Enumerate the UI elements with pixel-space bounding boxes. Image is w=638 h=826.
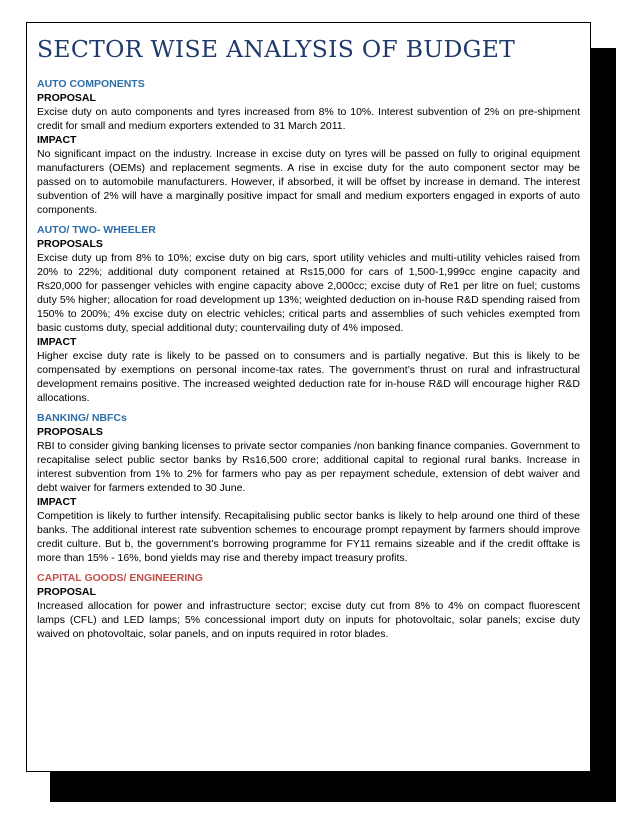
proposal-text: RBI to consider giving banking licenses to private sector companies /non banking finance companies. Government to recapitalise select public sector banks by Rs16,500 crore; additional capital to regional rural banks. Increase in interest subvention from 1% to 2% for farmers who pay as per repayment schedule, extension of debt waiver and debt waiver for farmers extended to 30 June. <box>37 440 580 494</box>
section-auto-components <box>37 77 580 217</box>
proposal-text: Excise duty on auto components and tyres increased from 8% to 10%. Interest subvention of 2% on pre-shipment credit for small and medium exporters extended to 31 March 2011. <box>37 106 580 132</box>
impact-text: Higher excise duty rate is likely to be passed on to consumers and is partially negative. But this is likely to be compensated by exemptions on personal income-tax rates. The government’s thrust on rural and infrastructural development remains positive. The increased weighted deduction rate for in-house R&D will encourage higher R&D allocations. <box>37 350 580 404</box>
impact-text: Competition is likely to further intensify. Recapitalising public sector banks is likely to help around one third of these banks. The additional interest rate subvention schemes to encourage prompt repayment by farmers should improve credit culture. But b, the government’s borrowing programme for FY11 remains sizeable and if the credit offtake is more than 15% - 16%, bond yields may rise and thereby impact treasury profits. <box>37 510 580 564</box>
section-banking-nbfcs <box>37 411 580 565</box>
section-heading: AUTO/ TWO- WHEELER <box>37 224 156 236</box>
impact-label: IMPACT <box>37 496 77 508</box>
section-capital-goods <box>37 571 580 641</box>
section-heading: AUTO COMPONENTS <box>37 78 145 90</box>
document-page <box>26 22 591 772</box>
proposal-label: PROPOSAL <box>37 586 96 598</box>
impact-label: IMPACT <box>37 134 77 146</box>
section-auto-two-wheeler <box>37 223 580 405</box>
proposal-label: PROPOSALS <box>37 238 103 250</box>
proposal-text: Excise duty up from 8% to 10%; excise duty on big cars, sport utility vehicles and multi-utility vehicles raised from 20% to 22%; additional duty component retained at Rs15,000 for cars of 1,500-1,999cc engine capacity and Rs20,000 for passenger vehicles with engine capacity above 2,000cc; excise duty of Re1 per litre on fuel; customs duty 5% higher; allocation for road development up 13%; weighted deduction on in-house R&D spending raised from 150% to 200%; 4% excise duty on electric vehicles; critical parts and assemblies of such vehicles exempted from basic customs duty, special additional duty; countervailing duty of 4% imposed. <box>37 252 580 334</box>
impact-label: IMPACT <box>37 336 77 348</box>
proposal-label: PROPOSAL <box>37 92 96 104</box>
proposal-text: Increased allocation for power and infrastructure sector; excise duty cut from 8% to 4% on compact fluorescent lamps (CFL) and LED lamps; 5% concessional import duty on inputs for photovoltaic, solar panels; excise duty waived on photovoltaic, solar panels, and on inputs required in rotor blades. <box>37 600 580 640</box>
section-heading: CAPITAL GOODS/ ENGINEERING <box>37 572 203 584</box>
page-title: SECTOR WISE ANALYSIS OF BUDGET <box>37 35 516 63</box>
proposal-label: PROPOSALS <box>37 426 103 438</box>
section-heading: BANKING/ NBFCs <box>37 412 127 424</box>
impact-text: No significant impact on the industry. Increase in excise duty on tyres will be passed on fully to original equipment manufacturers (OEMs) and replacement segments. A rise in excise duty for the auto component sector may be passed on to automobile manufacturers. However, if absorbed, it will be offset by increase in demand. The interest subvention of 2% will have a marginally positive impact for small and medium exporters engaged in exports of auto components. <box>37 148 580 216</box>
